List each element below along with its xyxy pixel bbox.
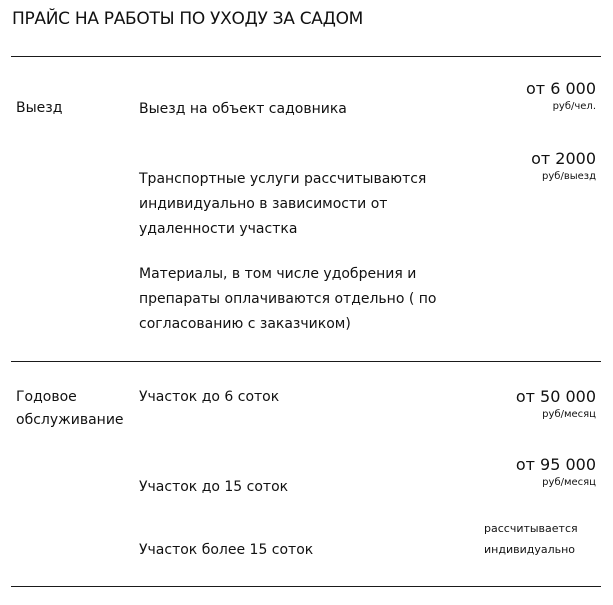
price-unit: руб/месяц xyxy=(542,409,596,420)
service-name: Участок до 15 соток xyxy=(139,479,289,495)
price-unit: руб/выезд xyxy=(542,171,596,182)
price-amount: от 2000 xyxy=(531,149,596,168)
price-amount: от 6 000 xyxy=(526,79,596,98)
service-name: Выезд на объект садовника xyxy=(139,101,347,117)
price-cell xyxy=(516,455,596,490)
page-title: ПРАЙС НА РАБОТЫ ПО УХОДУ ЗА САДОМ xyxy=(12,9,364,29)
service-name: Транспортные услуги рассчитываются индивидуально в зависимости от удаленности участка xyxy=(139,171,427,237)
service-name: Материалы, в том числе удобрения и препараты оплачиваются отдельно ( по согласованию с заказчиком) xyxy=(139,266,437,332)
divider-bottom xyxy=(11,586,601,587)
service-name: Участок до 6 соток xyxy=(139,389,280,405)
price-cell xyxy=(516,387,596,422)
price-note: рассчитывается индивидуально xyxy=(484,522,578,556)
price-cell xyxy=(531,149,596,184)
price-unit: руб/чел. xyxy=(552,101,596,112)
price-unit: руб/месяц xyxy=(542,477,596,488)
price-amount: от 50 000 xyxy=(515,387,596,406)
divider-top xyxy=(11,56,601,57)
category-label: Годовое обслуживание xyxy=(16,389,124,428)
price-cell xyxy=(526,79,596,114)
service-name: Участок более 15 соток xyxy=(139,542,314,558)
divider-middle xyxy=(11,361,601,362)
price-amount: от 95 000 xyxy=(515,455,596,474)
category-label: Выезд xyxy=(16,100,63,116)
